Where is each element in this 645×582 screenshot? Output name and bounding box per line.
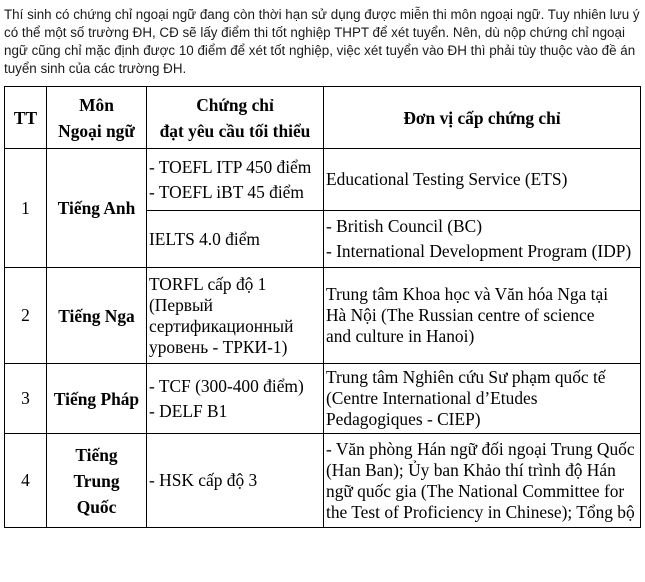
certificate-item: уровень - ТРКИ-1) bbox=[149, 336, 288, 357]
certificate-item: сертификационный bbox=[149, 315, 294, 336]
certificate-item: - TCF (300-400 điểm) bbox=[149, 375, 304, 396]
row-subject: Tiếng Nga bbox=[47, 268, 147, 364]
certificate-item: (Первый bbox=[149, 294, 213, 315]
certificate-cell bbox=[147, 268, 324, 364]
issuer-item: (Han Ban); Ủy ban Khảo thí trình độ Hán bbox=[326, 459, 616, 480]
row-subject: Tiếng Pháp bbox=[47, 364, 147, 434]
issuer-item: Trung tâm Nghiên cứu Sư phạm quốc tế bbox=[326, 367, 606, 387]
table-header-row bbox=[5, 87, 641, 149]
certificate-item: IELTS 4.0 điểm bbox=[149, 228, 260, 249]
issuer-item: Hà Nội (The Russian centre of science bbox=[326, 305, 595, 325]
issuer-cell bbox=[324, 268, 641, 364]
table-row bbox=[5, 268, 641, 364]
header-tt: TT bbox=[5, 87, 47, 149]
certificate-item: - DELF B1 bbox=[149, 400, 228, 421]
header-subject: Môn Ngoại ngữ bbox=[47, 87, 147, 149]
certificate-item: TORFL cấp độ 1 bbox=[149, 273, 267, 294]
issuer-item: - International Development Program (IDP) bbox=[326, 241, 632, 261]
row-subject: Tiếng Anh bbox=[47, 149, 147, 268]
header-certificate: Chứng chỉ đạt yêu cầu tối thiểu bbox=[147, 87, 324, 149]
certificate-item: - HSK cấp độ 3 bbox=[149, 470, 258, 490]
row-number: 3 bbox=[5, 364, 47, 434]
certificate-table bbox=[4, 86, 641, 528]
row-subject: Tiếng Trung Quốc bbox=[47, 434, 147, 528]
issuer-item: Trung tâm Khoa học và Văn hóa Nga tại bbox=[326, 284, 609, 304]
issuer-item: and culture in Hanoi) bbox=[326, 326, 475, 346]
header-issuer: Đơn vị cấp chứng chỉ bbox=[324, 87, 641, 149]
table-row bbox=[5, 149, 641, 211]
issuer-cell bbox=[324, 211, 641, 268]
issuer-item: Educational Testing Service (ETS) bbox=[326, 169, 568, 189]
issuer-item: ngữ quốc gia (The National Committee for bbox=[326, 480, 625, 501]
certificate-cell bbox=[147, 211, 324, 268]
certificate-item: - TOEFL iBT 45 điểm bbox=[149, 181, 304, 202]
issuer-cell bbox=[324, 364, 641, 434]
row-number: 2 bbox=[5, 268, 47, 364]
row-number: 4 bbox=[5, 434, 47, 528]
certificate-cell bbox=[147, 364, 324, 434]
certificate-item: - TOEFL ITP 450 điểm bbox=[149, 156, 312, 177]
table-row bbox=[5, 364, 641, 434]
certificate-cell bbox=[147, 149, 324, 211]
table-row bbox=[5, 434, 641, 528]
issuer-item: Pedagogiques - CIEP) bbox=[326, 409, 481, 429]
issuer-item: the Test of Proficiency in Chinese); Tổng bộ bbox=[326, 501, 635, 522]
issuer-cell bbox=[324, 434, 641, 528]
issuer-item: - Văn phòng Hán ngữ đối ngoại Trung Quốc bbox=[326, 438, 635, 459]
row-number: 1 bbox=[5, 149, 47, 268]
intro-paragraph: Thí sinh có chứng chỉ ngoại ngữ đang còn thời hạn sử dụng được miễn thi môn ngoại ngữ. Tuy nhiên lưu ý có thể một số trường ĐH, CĐ sẽ lấy điểm thi tốt nghiệp THPT để xét tuyển. Nên, dù nộp chứng chỉ ngoại ngữ cũng chỉ mặc định được 10 điểm để xét tốt nghiệp, việc xét tuyển vào ĐH thì phải tùy thuộc vào đề án tuyển sinh của các trường ĐH. bbox=[4, 7, 640, 76]
issuer-item: - British Council (BC) bbox=[326, 216, 483, 236]
certificate-cell bbox=[147, 434, 324, 528]
issuer-cell bbox=[324, 149, 641, 211]
issuer-item: (Centre International d’Etudes bbox=[326, 388, 538, 408]
